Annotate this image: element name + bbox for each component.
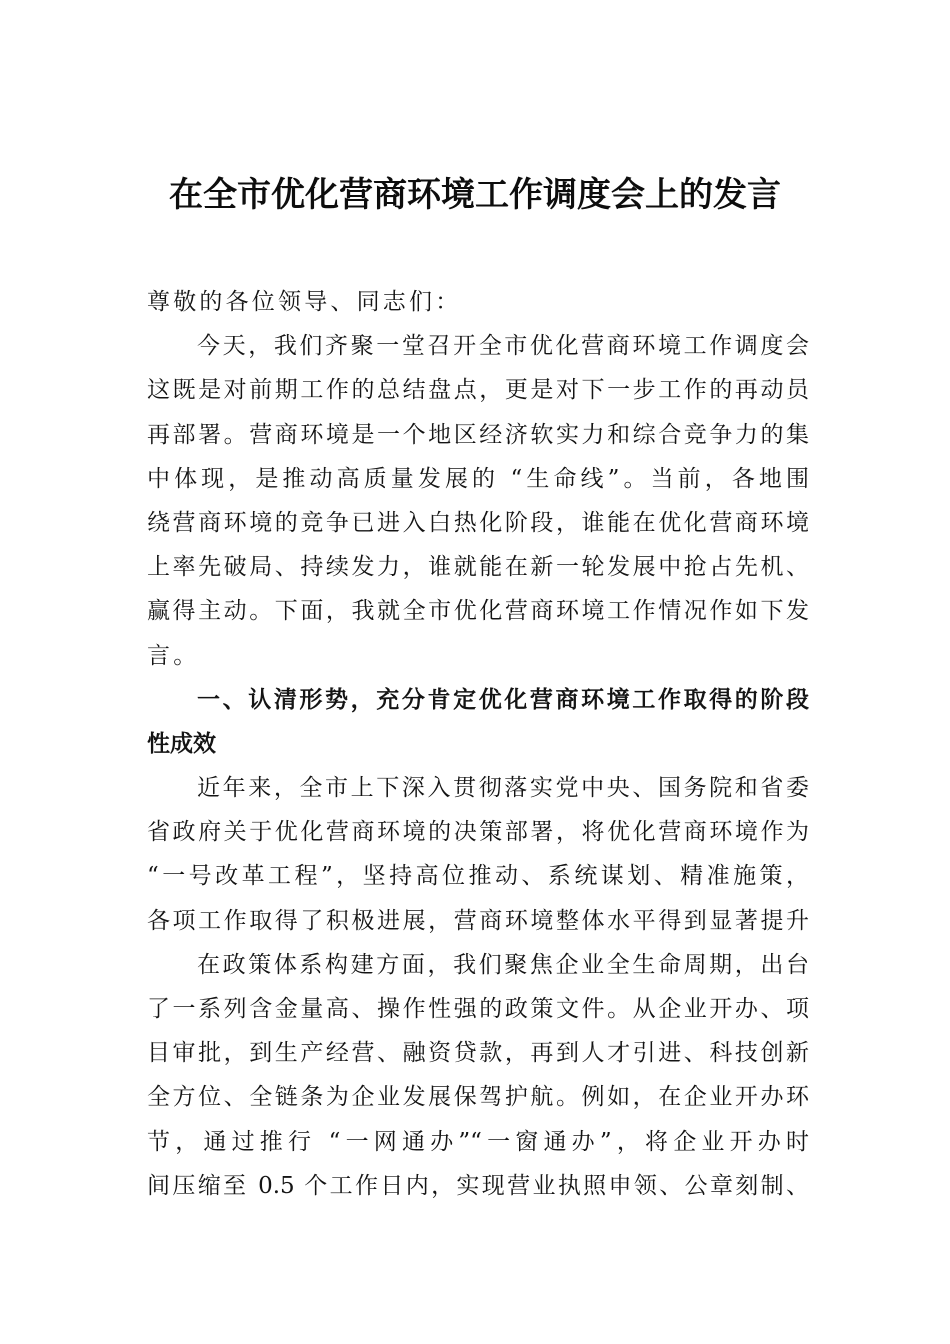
paragraph-line: 了一系列含金量高、操作性强的政策文件。从企业开办、项: [147, 996, 809, 1022]
paragraph-line: 间压缩至 0.5 个工作日内，实现营业执照申领、公章刻制、: [147, 1172, 809, 1199]
paragraph-line: 上率先破局、持续发力，谁就能在新一轮发展中抢占先机、: [147, 554, 809, 581]
paragraph-line: 近年来，全市上下深入贯彻落实党中央、国务院和省委: [197, 775, 809, 802]
document-title: 在全市优化营商环境工作调度会上的发言: [169, 175, 781, 215]
paragraph-line: 这既是对前期工作的总结盘点，更是对下一步工作的再动员: [147, 377, 809, 404]
paragraph-line: 言。: [147, 642, 200, 669]
paragraph-line: 省政府关于优化营商环境的决策部署，将优化营商环境作为: [147, 819, 809, 846]
paragraph-line: 绕营商环境的竞争已进入白热化阶段，谁能在优化营商环境: [147, 509, 809, 536]
paragraph-line: 全方位、全链条为企业发展保驾护航。例如，在企业开办环: [147, 1084, 809, 1111]
document-body: [147, 280, 809, 1208]
paragraph-line: 赢得主动。下面，我就全市优化营商环境工作情况作如下发: [147, 598, 809, 625]
paragraph-line: 再部署。营商环境是一个地区经济软实力和综合竞争力的集: [147, 421, 809, 448]
paragraph-line: 中体现，是推动高质量发展的 “生命线”。当前，各地围: [147, 465, 809, 492]
paragraph-line: 各项工作取得了积极进展，营商环境整体水平得到显著提升: [147, 907, 809, 934]
paragraph-line: 节，通过推行 “一网通办”“一窗通办”，将企业开办时: [147, 1128, 809, 1155]
paragraph-line: 在政策体系构建方面，我们聚焦企业全生命周期，出台: [197, 951, 809, 978]
section-heading-line: 性成效: [147, 730, 216, 757]
paragraph-line: 今天，我们齐聚一堂召开全市优化营商环境工作调度会: [197, 333, 809, 360]
paragraph-line: 目审批，到生产经营、融资贷款，再到人才引进、科技创新: [147, 1040, 809, 1067]
salutation-line: 尊敬的各位领导、同志们：: [147, 289, 462, 315]
paragraph-line: “一号改革工程”，坚持高位推动、系统谋划、精准施策，: [147, 863, 809, 890]
section-heading-line: 一、认清形势，充分肯定优化营商环境工作取得的阶段: [197, 686, 809, 713]
